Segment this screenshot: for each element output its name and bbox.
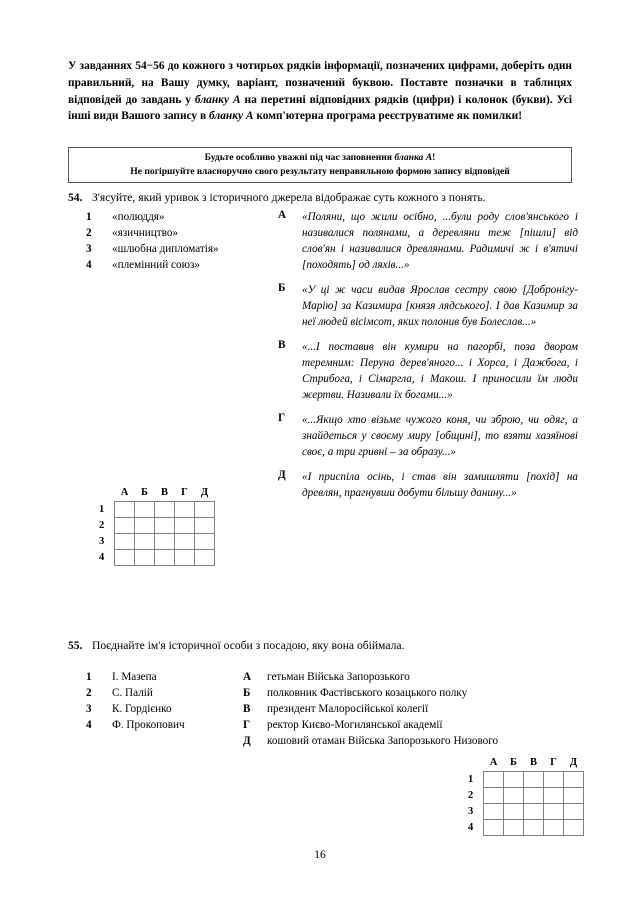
grid-row-header: 3	[99, 535, 105, 547]
answer-cell[interactable]	[135, 533, 155, 549]
instructions-blank-a-ref-1: бланку А	[194, 93, 241, 106]
question-54-header	[68, 190, 578, 205]
answer-cell[interactable]	[175, 501, 195, 517]
grid-column-header: А	[489, 757, 498, 769]
grid-column-header: В	[529, 757, 537, 769]
instructions-line-5: комп'ютерна програма реєструватиме як помилки!	[256, 110, 523, 123]
option-letter: Г	[243, 719, 251, 732]
question-54-answer-grid[interactable]	[99, 486, 215, 566]
grid-row-header: 2	[99, 519, 105, 531]
question-54-concept-list	[86, 209, 276, 273]
option-text: «І приспіла осінь, і став він замишляти [похід] на древлян, прагнувши добути більшу данину...»	[302, 471, 578, 500]
instructions-line-3a: позначки в таблицях відповідей до завдань у	[68, 76, 573, 106]
warning-blank-a-ref: бланка А	[394, 152, 433, 163]
answer-cell[interactable]	[115, 533, 135, 549]
grid-column-header: Д	[200, 487, 209, 499]
grid-row-header: 4	[99, 551, 105, 563]
warning-line-2: Не погіршуйте власноручно свого результату неправильною формою запису відповідей	[130, 165, 510, 177]
answer-cell[interactable]	[195, 501, 215, 517]
answer-cell[interactable]	[544, 819, 564, 835]
option-item	[278, 209, 578, 273]
item-label: «племінний союз»	[112, 259, 200, 272]
question-55-prompt: Поєднайте ім'я історичної особи з посадою, яку вона обіймала.	[92, 639, 405, 652]
table-row	[468, 771, 584, 787]
grid-corner	[99, 486, 115, 501]
item-number: 3	[86, 703, 92, 716]
instructions-paragraph	[68, 58, 572, 125]
option-item	[243, 701, 583, 717]
question-54-prompt: З'ясуйте, який уривок з історичного джерела відображає суть кожного з понять.	[92, 191, 486, 204]
item-label: С. Палій	[112, 687, 153, 700]
answer-cell[interactable]	[524, 787, 544, 803]
grid-column-header: Б	[141, 487, 148, 499]
grid-row-header: 2	[468, 789, 474, 801]
option-item	[278, 339, 578, 403]
answer-cell[interactable]	[175, 549, 195, 565]
list-item	[86, 241, 276, 257]
warning-line-1b: !	[432, 152, 436, 163]
table-row	[99, 501, 215, 517]
item-label: «полюддя»	[112, 211, 165, 223]
option-text: «У ці ж часи видав Ярослав сестру свою [Добронігу-Марію] за Казимира [князя лядського]. І дав Казимир за неї людей вісімсот, яких полонив був Болеслав...»	[302, 284, 578, 329]
answer-cell[interactable]	[524, 819, 544, 835]
answer-cell[interactable]	[564, 771, 584, 787]
option-letter: А	[243, 671, 252, 683]
warning-box	[68, 147, 572, 183]
answer-cell[interactable]	[544, 803, 564, 819]
option-text: «...Якщо хто візьме чужого коня, чи зброю, чи одяг, а знайдеться у своєму миру [общині], то взяти хазяїнові своє, а три гривні – за образу...»	[302, 414, 578, 459]
table-row	[99, 517, 215, 533]
grid-row-header: 1	[468, 773, 474, 785]
grid-row-header: 1	[99, 503, 105, 515]
option-item	[243, 669, 583, 685]
option-letter: В	[243, 703, 251, 716]
item-number: 1	[86, 671, 92, 683]
option-letter: Д	[278, 469, 286, 482]
warning-line-1a: Будьте особливо уважні під час заповнення	[204, 152, 395, 163]
question-55-person-list	[86, 669, 261, 733]
option-text: полковник Фастівського козацького полку	[267, 687, 468, 700]
answer-cell[interactable]	[564, 787, 584, 803]
grid-column-header: Б	[510, 757, 517, 769]
option-item	[278, 282, 578, 330]
answer-cell[interactable]	[115, 549, 135, 565]
answer-cell[interactable]	[504, 803, 524, 819]
option-letter: Б	[243, 687, 251, 700]
grid-row-header: 4	[468, 821, 474, 833]
option-text: гетьман Війська Запорозького	[267, 671, 410, 683]
instructions-line-3b: на перетині відповідних	[240, 93, 371, 106]
option-text: кошовий отаман Війська Запорозького Низового	[267, 735, 499, 748]
answer-cell[interactable]	[544, 771, 564, 787]
question-55-header	[68, 638, 578, 653]
option-item	[243, 685, 583, 701]
list-item	[86, 669, 261, 685]
page-number: 16	[314, 849, 326, 861]
option-text: «...І поставив він кумири на пагорбі, поза двором теремним: Перуна дерев'яного... і Хорса, і Дажбога, і Стрибога, і Сімаргла, і Макош. І приносили їм люди жертви. Називали їх богами...»	[302, 341, 578, 402]
option-text: президент Малоросійської колегії	[267, 703, 429, 716]
option-item	[278, 412, 578, 460]
answer-cell[interactable]	[195, 533, 215, 549]
option-item	[243, 733, 583, 749]
item-number: 2	[86, 687, 92, 700]
item-number: 2	[86, 227, 92, 240]
list-item	[86, 717, 261, 733]
question-54-source-options	[278, 209, 578, 510]
instructions-line-2: доберіть один правильний, на Вашу думку, варіант, позначений буквою. Поставте	[68, 60, 572, 89]
option-letter: Д	[243, 735, 251, 748]
grid-column-header: В	[160, 487, 168, 499]
answer-cell[interactable]	[135, 517, 155, 533]
option-item	[278, 469, 578, 501]
grid-column-header: Д	[569, 757, 578, 769]
list-item	[86, 209, 276, 225]
answer-cell[interactable]	[564, 819, 584, 835]
answer-cell[interactable]	[484, 819, 504, 835]
question-55-number: 55.	[68, 639, 83, 652]
answer-cell[interactable]	[524, 771, 544, 787]
answer-cell[interactable]	[155, 517, 175, 533]
item-label: К. Гордієнко	[112, 703, 172, 716]
answer-cell[interactable]	[155, 501, 175, 517]
answer-cell[interactable]	[504, 787, 524, 803]
option-text: «Поляни, що жили осібно, ...були роду слов'янського і називалися полянами, а деревляни теж [пішли] від слов'ян і називалися древлянами. Радимичі ж і в'ятичі [походять] од ляхів...»	[302, 211, 578, 272]
option-letter: Г	[278, 412, 286, 425]
warning-line-1	[73, 151, 567, 165]
answer-cell[interactable]	[484, 771, 504, 787]
list-item	[86, 685, 261, 701]
grid-column-header: Г	[181, 487, 188, 499]
item-label: «язичництво»	[112, 227, 179, 240]
table-row	[468, 803, 584, 819]
item-label: І. Мазепа	[112, 671, 157, 683]
table-row	[99, 533, 215, 549]
table-row	[468, 787, 584, 803]
list-item	[86, 257, 276, 273]
instructions-blank-a-ref-2: бланку А	[208, 110, 254, 123]
option-text: ректор Києво-Могилянської академії	[267, 719, 443, 732]
grid-column-header: А	[120, 487, 129, 499]
option-item	[243, 717, 583, 733]
answer-cell[interactable]	[115, 517, 135, 533]
list-item	[86, 701, 261, 717]
instructions-line-4a: рядків (цифри) і колонок (букви). Усі інші види Вашого запису в	[68, 93, 572, 123]
answer-cell[interactable]	[175, 517, 195, 533]
answer-cell[interactable]	[504, 771, 524, 787]
grid-column-header: Г	[550, 757, 557, 769]
answer-cell[interactable]	[524, 803, 544, 819]
answer-cell[interactable]	[195, 517, 215, 533]
item-label: Ф. Прокопович	[112, 719, 185, 732]
answer-cell[interactable]	[135, 549, 155, 565]
answer-cell[interactable]	[175, 533, 195, 549]
answer-cell[interactable]	[564, 803, 584, 819]
answer-cell[interactable]	[155, 549, 175, 565]
option-letter: В	[278, 339, 286, 352]
answer-cell[interactable]	[484, 803, 504, 819]
instructions-line-1: У завданнях 54−56 до кожного з чотирьох рядків інформації, позначених цифрами,	[68, 60, 499, 72]
question-55-answer-grid[interactable]	[468, 756, 584, 836]
option-letter: А	[278, 209, 287, 221]
answer-cell[interactable]	[544, 787, 564, 803]
answer-cell[interactable]	[155, 533, 175, 549]
option-letter: Б	[278, 282, 286, 295]
grid-row-header: 3	[468, 805, 474, 817]
answer-cell[interactable]	[484, 787, 504, 803]
table-row	[99, 549, 215, 565]
item-number: 1	[86, 211, 92, 223]
grid-corner	[468, 756, 484, 771]
item-number: 4	[86, 719, 92, 732]
answer-cell[interactable]	[115, 501, 135, 517]
answer-cell[interactable]	[135, 501, 155, 517]
question-55-position-options	[243, 669, 583, 749]
answer-cell[interactable]	[504, 819, 524, 835]
item-number: 4	[86, 259, 92, 272]
item-number: 3	[86, 243, 92, 256]
item-label: «шлюбна дипломатія»	[112, 243, 219, 256]
question-54-number: 54.	[68, 191, 83, 204]
list-item	[86, 225, 276, 241]
table-row	[468, 819, 584, 835]
answer-cell[interactable]	[195, 549, 215, 565]
